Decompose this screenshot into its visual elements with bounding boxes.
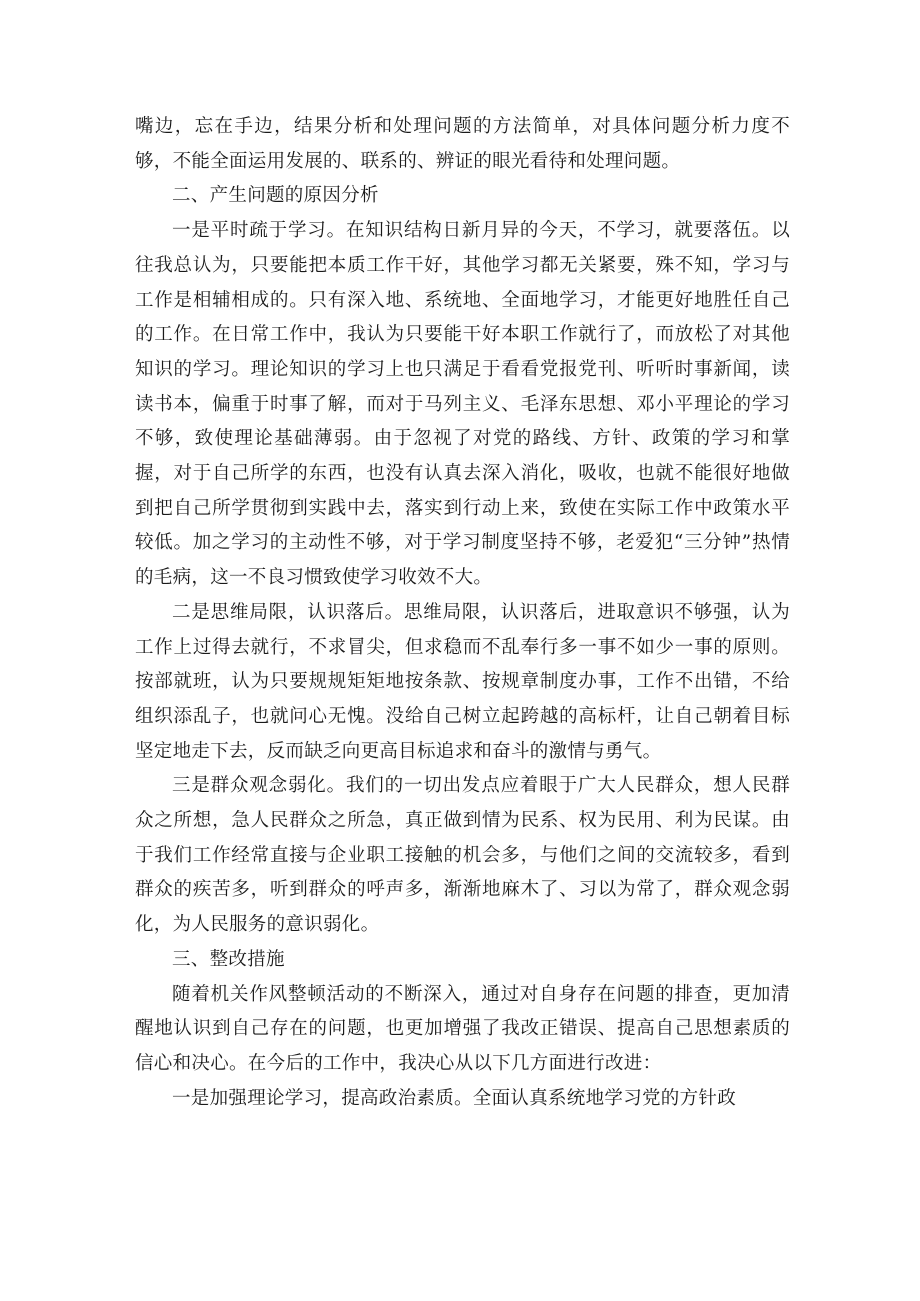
paragraph-study-neglect: 一是平时疏于学习。在知识结构日新月异的今天，不学习，就要落伍。以往我总认为，只要能把本质工作干好，其他学习都无关紧要，殊不知，学习与工作是相辅相成的。只有深入地、系统地、全面地学习，才能更好地胜任自己的工作。在日常工作中，我认为只要能干好本职工作就行了，而放松了对其他知识的学习。理论知识的学习上也只满足于看看党报党刊、听听时事新闻，读读书本，偏重于时事了解，而对于马列主义、毛泽东思想、邓小平理论的学习不够，致使理论基础薄弱。由于忽视了对党的路线、方针、政策的学习和掌握，对于自己所学的东西，也没有认真去深入消化，吸收，也就不能很好地做到把自己所学贯彻到实践中去，落实到行动上来，致使在实际工作中政策水平较低。加之学习的主动性不够，对于学习制度坚持不够，老爱犯“三分钟”热情的毛病，这一不良习惯致使学习收效不大。 [135,220,790,589]
paragraph-continuation: 嘴边，忘在手边，结果分析和处理问题的方法简单，对具体问题分析力度不够，不能全面运用发展的、联系的、辨证的眼光看待和处理问题。 [135,116,790,172]
paragraph-theory-study: 一是加强理论学习，提高政治素质。全面认真系统地学习党的方针政 [172,1087,737,1109]
paragraph-rectification-intro: 随着机关作风整顿活动的不断深入，通过对自身存在问题的排查，更加清醒地认识到自己存在的问题，也更加增强了我改正错误、提高自己思想素质的信心和决心。在今后的工作中，我决心从以下几方面进行改进： [135,983,790,1074]
paragraph-limited-thinking: 二是思维局限，认识落后。思维局限，认识落后，进取意识不够强，认为工作上过得去就行，不求冒尖，但求稳而不乱奉行多一事不如少一事的原则。按部就班，认为只要规规矩矩地按条款、按规章制度办事，工作不出错，不给组织添乱子，也就问心无愧。没给自己树立起跨越的高标杆，让自己朝着目标坚定地走下去，反而缺乏向更高目标追求和奋斗的激情与勇气。 [135,601,790,762]
section-heading-rectification: 三、整改措施 [172,948,285,970]
section-heading-cause-analysis: 二、产生问题的原因分析 [172,185,379,207]
document-body [135,110,790,1116]
paragraph-mass-awareness: 三是群众观念弱化。我们的一切出发点应着眼于广大人民群众，想人民群众之所想，急人民群众之所急，真正做到情为民系、权为民用、利为民谋。由于我们工作经常直接与企业职工接触的机会多，与他们之间的交流较多，看到群众的疾苦多，听到群众的呼声多，渐渐地麻木了、习以为常了，群众观念弱化，为人民服务的意识弱化。 [135,775,790,936]
